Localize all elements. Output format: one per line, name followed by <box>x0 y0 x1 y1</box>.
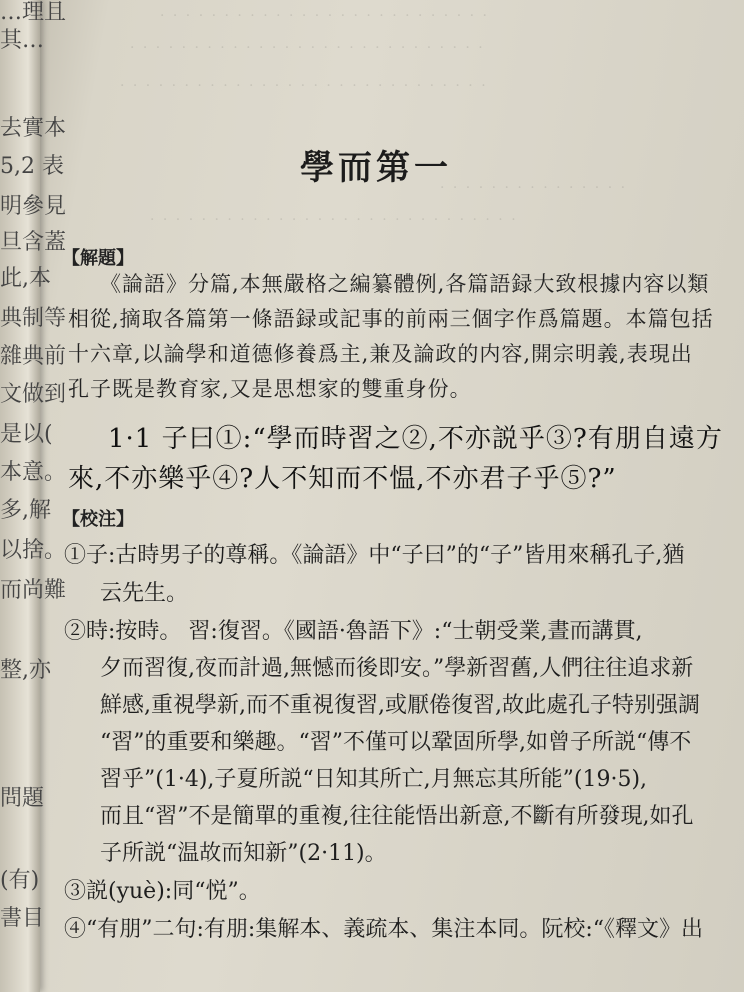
note-line: “習”的重要和樂趣。“習”不僅可以鞏固所學,如曾子所説“傳不 <box>100 730 692 755</box>
adjacent-page-fragment: (有) <box>0 868 40 893</box>
adjacent-page-fragment: 5,2 表 <box>0 154 64 179</box>
adjacent-page-fragment: 以捨。 <box>0 538 67 563</box>
adjacent-page-fragment: 旦含蓋 <box>0 230 67 255</box>
note-line: ②時:按時。 習:復習。《國語·魯語下》:“士朝受業,晝而講貫, <box>64 619 643 644</box>
adjacent-page-fragment: 書目 <box>0 906 45 931</box>
adjacent-page-fragment: 多,解 <box>0 498 51 523</box>
adjacent-page-edge <box>0 0 67 992</box>
jieti-line: 相從,摘取各篇第一條語録或記事的前兩三個字作爲篇題。本篇包括 <box>68 307 714 331</box>
analects-text-line: 1·1 子曰①:“學而時習之②,不亦説乎③?有朋自遠方 <box>108 424 723 454</box>
note-line: ①子:古時男子的尊稱。《論語》中“子曰”的“子”皆用來稱孔子,猶 <box>64 543 685 568</box>
note-line: 習乎”(1·4),子夏所説“日知其所亡,月無忘其所能”(19·5), <box>100 767 648 792</box>
adjacent-page-fragment: 典制等 <box>0 306 67 331</box>
note-line: 鮮感,重視學新,而不重視復習,或厭倦復習,故此處孔子特别强調 <box>100 693 700 718</box>
analects-text-line: 來,不亦樂乎④?人不知而不愠,不亦君子乎⑤?” <box>68 464 617 494</box>
adjacent-page-fragment: 整,亦 <box>0 658 51 683</box>
adjacent-page-fragment: 是以( <box>0 422 53 447</box>
bleed-through-text: · · · · · · · · · · · · · · · · · · · · · · · · · · · · · <box>120 78 488 94</box>
bleed-through-text: · · · · · · · · · · · · · · · · · · · · · · · · · · · · · <box>150 212 518 228</box>
adjacent-page-fragment: 本意。 <box>0 460 67 485</box>
section-heading-jiaozhu: 【校注】 <box>62 509 134 530</box>
chapter-title: 學而第一 <box>300 148 452 188</box>
note-line: 云先生。 <box>100 581 189 606</box>
adjacent-page-fragment: 其… <box>0 28 45 53</box>
note-line: 子所説“温故而知新”(2·11)。 <box>100 841 387 866</box>
bleed-through-text: · · · · · · · · · · · · · · · <box>440 180 628 196</box>
bleed-through-text: · · · · · · · · · · · · · · · · · · · · · · · · · · <box>160 8 489 24</box>
jieti-line: 《論語》分篇,本無嚴格之編纂體例,各篇語録大致根據内容以類 <box>100 272 710 296</box>
bleed-through-text: · · · · · · · · · · · · · · · · · · · · · · · · · · · · <box>130 40 485 56</box>
adjacent-page-fragment: 雜典前 <box>0 344 67 369</box>
adjacent-page-fragment: 明參見 <box>0 194 67 219</box>
note-line: 夕而習復,夜而計過,無憾而後即安。”學新習舊,人們往往追求新 <box>100 656 694 681</box>
note-line: ③説(yuè):同“悦”。 <box>64 879 261 904</box>
section-heading-jieti: 【解題】 <box>62 248 134 269</box>
adjacent-page-fragment: …理且 <box>0 0 67 25</box>
adjacent-page-fragment: 問題 <box>0 786 45 811</box>
jieti-line: 孔子既是教育家,又是思想家的雙重身份。 <box>68 377 472 401</box>
jieti-line: 十六章,以論學和道德修養爲主,兼及論政的内容,開宗明義,表現出 <box>68 342 693 366</box>
adjacent-page-fragment: 去實本 <box>0 116 67 141</box>
note-line: 而且“習”不是簡單的重複,往往能悟出新意,不斷有所發現,如孔 <box>100 804 694 829</box>
note-line: ④“有朋”二句:有朋:集解本、義疏本、集注本同。阮校:“《釋文》出 <box>64 917 703 942</box>
adjacent-page-fragment: 而尚難 <box>0 578 67 603</box>
adjacent-page-fragment: 此,本 <box>0 266 51 291</box>
adjacent-page-fragment: 文做到 <box>0 382 67 407</box>
